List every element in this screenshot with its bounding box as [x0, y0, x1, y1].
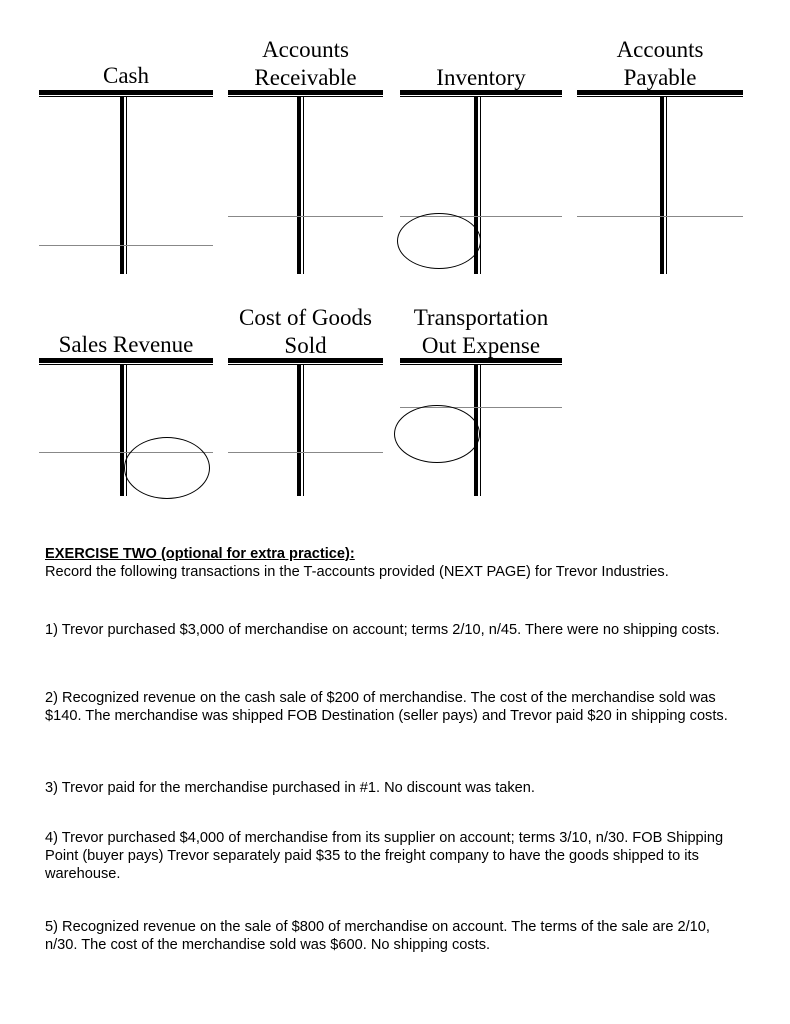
t-account-top-line — [228, 358, 383, 363]
transaction-3: 3) Trevor paid for the merchandise purchased in #1. No discount was taken. — [45, 780, 535, 796]
t-account-vertical-line — [660, 96, 664, 274]
transaction-4: 4) Trevor purchased $4,000 of merchandise from its supplier on account; terms 3/10, n/30. FOB Shipping Point (buyer pays) Trevor separately paid $35 to the freight company to have the goods shipped to its warehouse. — [45, 830, 724, 882]
t-account-top-line — [39, 358, 213, 363]
t-account-title: Inventory — [436, 65, 526, 90]
t-account-title: Sales Revenue — [58, 332, 194, 357]
circled-entry — [124, 437, 210, 499]
t-account-vertical-line — [120, 364, 124, 496]
t-account-vertical-line — [120, 96, 124, 274]
t-account-title: Accounts Payable — [616, 37, 704, 90]
exercise-intro: Record the following transactions in the T-accounts provided (NEXT PAGE) for Trevor Industries. — [45, 564, 669, 580]
entry-line — [228, 216, 383, 217]
t-account-top-line — [39, 90, 213, 95]
t-account-top-line — [400, 358, 562, 363]
transaction-5: 5) Recognized revenue on the sale of $800 of merchandise on account. The terms of the sale are 2/10, n/30. The cost of the merchandise sold was $600. No shipping costs. — [45, 919, 710, 953]
t-account-title: Accounts Receivable — [254, 37, 357, 90]
t-account-vertical-line — [297, 364, 301, 496]
t-account-title: Cost of Goods Sold — [239, 305, 372, 358]
entry-line — [577, 216, 743, 217]
t-account-top-line — [228, 90, 383, 95]
t-account-title: Transportation Out Expense — [413, 305, 549, 358]
t-account-top-line — [577, 90, 743, 95]
exercise-heading — [45, 545, 745, 563]
circled-entry — [394, 405, 480, 463]
t-account-title: Cash — [103, 63, 149, 88]
circled-entry — [397, 213, 481, 269]
entry-line — [39, 245, 213, 246]
transaction-1: 1) Trevor purchased $3,000 of merchandise on account; terms 2/10, n/45. There were no shipping costs. — [45, 622, 720, 638]
entry-line — [228, 452, 383, 453]
t-account-top-line — [400, 90, 562, 95]
transaction-2: 2) Recognized revenue on the cash sale of $200 of merchandise. The cost of the merchandise sold was $140. The merchandise was shipped FOB Destination (seller pays) and Trevor paid $20 in shipping costs. — [45, 690, 728, 724]
t-account-vertical-line — [297, 96, 301, 274]
exercise-title: EXERCISE TWO (optional for extra practice): — [45, 546, 355, 562]
